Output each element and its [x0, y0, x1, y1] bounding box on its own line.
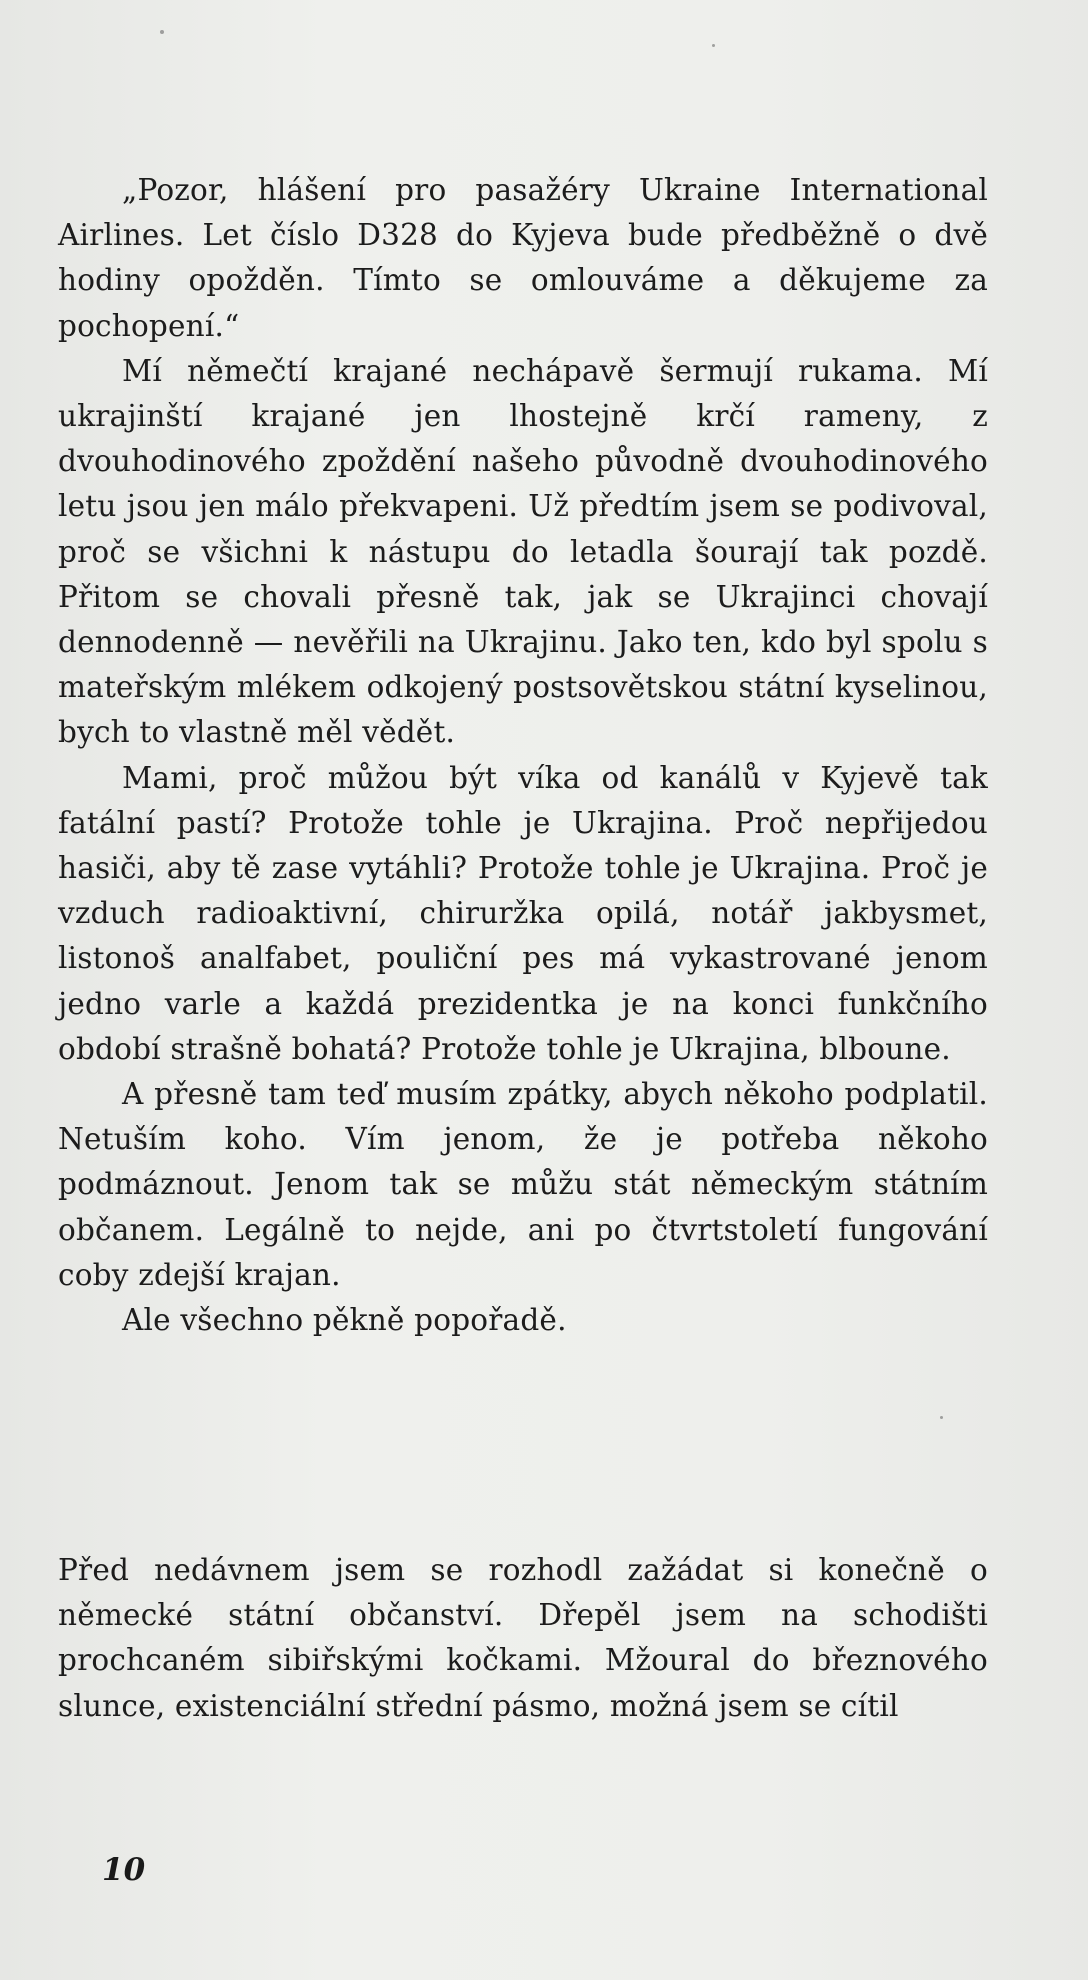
- paragraph-popořadě: Ale všechno pěkně popořadě.: [122, 1303, 567, 1338]
- paper-speck: [712, 44, 715, 47]
- page-number: 10: [102, 1852, 146, 1888]
- paragraph-announcement: „Pozor, hlášení pro pasažéry Ukraine International Airlines. Let číslo D328 do Kyjeva bude předběžně o dvě hodiny opožděn. Tímto se omlouváme a děkujeme za pochopení.“: [58, 173, 988, 343]
- text-section-bottom: [58, 1548, 988, 1729]
- paper-speck: [160, 30, 164, 34]
- paragraph-krajane: Mí němečtí krajané nechápavě šermují rukama. Mí ukrajinští krajané jen lhostejně krčí rameny, z dvouhodinového zpoždění našeho původně dvouhodinového letu jsou jen málo překvapeni. Už předtím jsem se podivoval, proč se všichni k nástupu do letadla šourají tak pozdě. Přitom se chovali přesně tak, jak se Ukrajinci chovají dennodenně — nevěřili na Ukrajinu. Jako ten, kdo byl spolu s mateřským mlékem odkojený postsovětskou státní kyselinou, bych to vlastně měl vědět.: [58, 353, 988, 750]
- paragraph-mami: Mami, proč můžou být víka od kanálů v Kyjevě tak fatální pastí? Protože tohle je Ukrajina. Proč nepřijedou hasiči, aby tě zase vytáhli? Protože tohle je Ukrajina. Proč je vzduch radioaktivní, chiruržka opilá, notář jakbysmet, listonoš analfabet, pouliční pes má vykastrované jenom jedno varle a každá prezidentka je na konci funkčního období strašně bohatá? Protože tohle je Ukrajina, blboune.: [58, 760, 988, 1066]
- text-section-top: [58, 168, 988, 1343]
- paper-speck: [940, 1416, 943, 1419]
- paragraph-obcanstvi: Před nedávnem jsem se rozhodl zažádat si konečně o německé státní občanství. Dřepěl jsem na schodišti prochcaném sibiřskými kočkami. Mžoural do březnového slunce, existenciální střední pásmo, možná jsem se cítil: [58, 1553, 988, 1723]
- paragraph-podplatit: A přesně tam teď musím zpátky, abych někoho podplatil. Netuším koho. Vím jenom, že je potřeba někoho podmáznout. Jenom tak se můžu stát německým státním občanem. Legálně to nejde, ani po čtvrtstoletí fungování coby zdejší krajan.: [58, 1077, 988, 1292]
